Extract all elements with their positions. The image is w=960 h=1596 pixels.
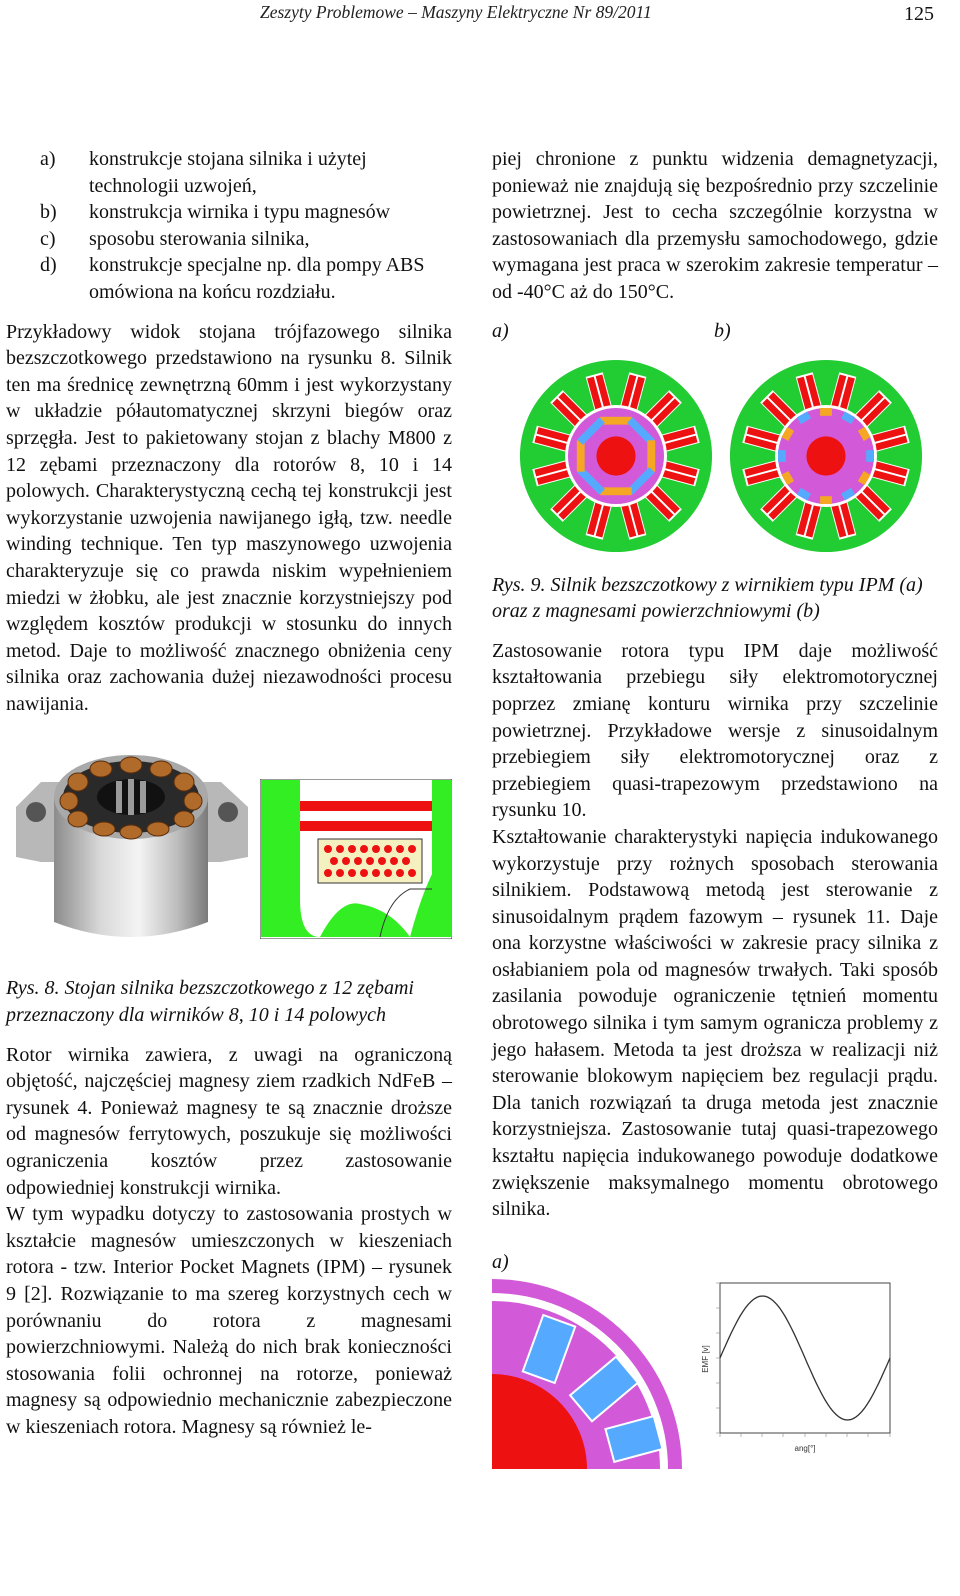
figure-9-labels <box>492 318 938 358</box>
emf-y-axis-label: EMF [v] <box>701 1345 710 1373</box>
emf-x-axis-label: ang[°] <box>794 1443 816 1453</box>
page-number: 125 <box>904 3 934 25</box>
figure-9-label-a: a) <box>492 319 509 342</box>
figure-9 <box>492 358 938 558</box>
figure-9-label-b: b) <box>714 319 731 342</box>
paragraph-ipm: W tym wypadku dotyczy to zastosowania prostych w kształcie magnesów umieszczonych w kieszeniach rotora - tzw. Interior Pocket Magnets (IPM) – rysunek 9 [2]. Rozwiązanie to ma szereg korzystnych cech w porównaniu do rotora z magnesami powierzchniowymi. Należą do nich brak konieczności stosowania folii ochronnej na rotorze, ponieważ magnesy są odpowiednio mechanicznie zabezpieczone w kieszeniach rotora. Magnesy są również le- <box>6 1203 452 1438</box>
figure-10-labels <box>492 1249 938 1279</box>
paragraph-rotor: Rotor wirnika zawiera, z uwagi na ograniczoną objętość, najczęściej magnesy ziem rzadkich NdFeB – rysunek 4. Ponieważ magnesy te są znacznie droższe od magnesów ferrytowych, poszukuje się możliwości ograniczenia kosztów przez zastosowanie odpowiedniej konstrukcji wirnika. <box>6 1043 452 1199</box>
emf-chart <box>698 1279 898 1469</box>
stator-photo <box>6 737 256 957</box>
figure-9-caption-text: Silnik bezszczotkowy z wirnikiem typu IPM (a) oraz z magnesami powierzchniowymi (b) <box>492 573 923 623</box>
figure-9-caption-label: Rys. 9. <box>492 573 546 596</box>
list-item: b) konstrukcja wirnika i typu magnesów <box>40 201 391 224</box>
figure-8 <box>6 727 452 967</box>
list-item: d) konstrukcje specjalne np. dla pompy ABS omówiona na końcu rozdziału. <box>40 254 425 303</box>
figure-10-label-a: a) <box>492 1250 509 1273</box>
slot-detail-diagram <box>260 779 452 939</box>
figure-9-caption <box>492 572 938 625</box>
surface-magnet-motor-diagram <box>728 358 924 554</box>
paragraph-emf-shaping: Zastosowanie rotora typu IPM daje możliwość kształtowania przebiegu siły elektromotorycznej poprzez zmianę konturu wirnika przy szczelinie powietrznej. Przykładowe wersje z sinusoidalnym przebiegiem siły elektromotorycznej oraz z przebiegiem quasi-trapezowym przedstawiono na rysunku 10. <box>492 639 938 822</box>
paragraph-demagnetization: piej chronione z punktu widzenia demagnetyzacji, ponieważ nie znajdują się bezpośrednio przy szczelinie powietrznej. Jest to cecha szczególnie korzystna w zastosowaniach dla przemysłu samochodowego, gdzie wymagana jest praca w szerokim zakresie temperatur – od -40°C aż do 150°C. <box>492 148 938 303</box>
figure-8-caption <box>6 975 452 1028</box>
feature-list <box>6 146 452 306</box>
journal-title: Zeszyty Problemowe – Maszyny Elektryczne Nr 89/2011 <box>260 2 652 22</box>
paragraph-control: Kształtowanie charakterystyki napięcia indukowanego wykorzystuje przy rożnych sposobach sterowania silnikiem. Podstawową metodą jest sterowanie z sinusoidalnym prądem fazowym – rysunek 11. Daje ona korzystne właściwości w zakresie pracy silnika z osłabianiem pola od magnesów trwałych. Taki sposób zasilania powoduje ograniczenie tętnień momentu obrotowego silnika i tym samym ogranicza problemy z jego hałasem. Metoda ta jest droższa w realizacji niż sterowanie blokowym napięciem bez regulacji prądu. Dla tanich rozwiązań ta druga metoda jest znacznie korzystniejsza. Zastosowanie tutaj quasi-trapezowego kształtu napięcia indukowanego powoduje dodatkowe zwiększenie maksymalnego momentu obrotowego silnika. <box>492 825 938 1221</box>
page-header <box>0 0 960 34</box>
left-column <box>6 146 452 1441</box>
ipm-motor-diagram <box>518 358 714 554</box>
right-column <box>492 146 938 1469</box>
paragraph-stator-example: Przykładowy widok stojana trójfazowego silnika bezszczotkowego przedstawiono na rysunku 8. Silnik ten ma średnicę zewnętrzną 60mm i jest wykorzystany w układzie półautomatycznej skrzyni biegów oraz sprzęgła. Jest to pakietowany stojan z blachy M800 z 12 zębami przeznaczony dla rotorów 8, 10 i 14 polowych. Charakterystyczną cechą tej konstrukcji jest wykorzystanie uzwojenia nawijanego igłą, tzw. needle winding technique. Ten typ maszynowego uzwojenia charakteryzuje się co prawda niskim wypełnieniem miedzi w żłobku, ale jest znacznie korzystniejszy pod względem kosztów produkcji w stosunku do innych metod. Daje to możliwość znacznego obniżenia ceny silnika oraz zachowania dużej niezawodności procesu nawijania. <box>6 320 452 715</box>
figure-8-caption-text: Stojan silnika bezszczotkowego z 12 zębami przeznaczony dla wirników 8, 10 i 14 polowych <box>6 977 414 1027</box>
list-item: a) konstrukcje stojana silnika i użytej technologii uzwojeń, <box>40 148 367 197</box>
rotor-segment-diagram <box>492 1279 682 1469</box>
list-item: c) sposobu sterowania silnika, <box>40 227 310 250</box>
figure-10 <box>492 1279 938 1469</box>
figure-8-caption-label: Rys. 8. <box>6 977 60 1000</box>
